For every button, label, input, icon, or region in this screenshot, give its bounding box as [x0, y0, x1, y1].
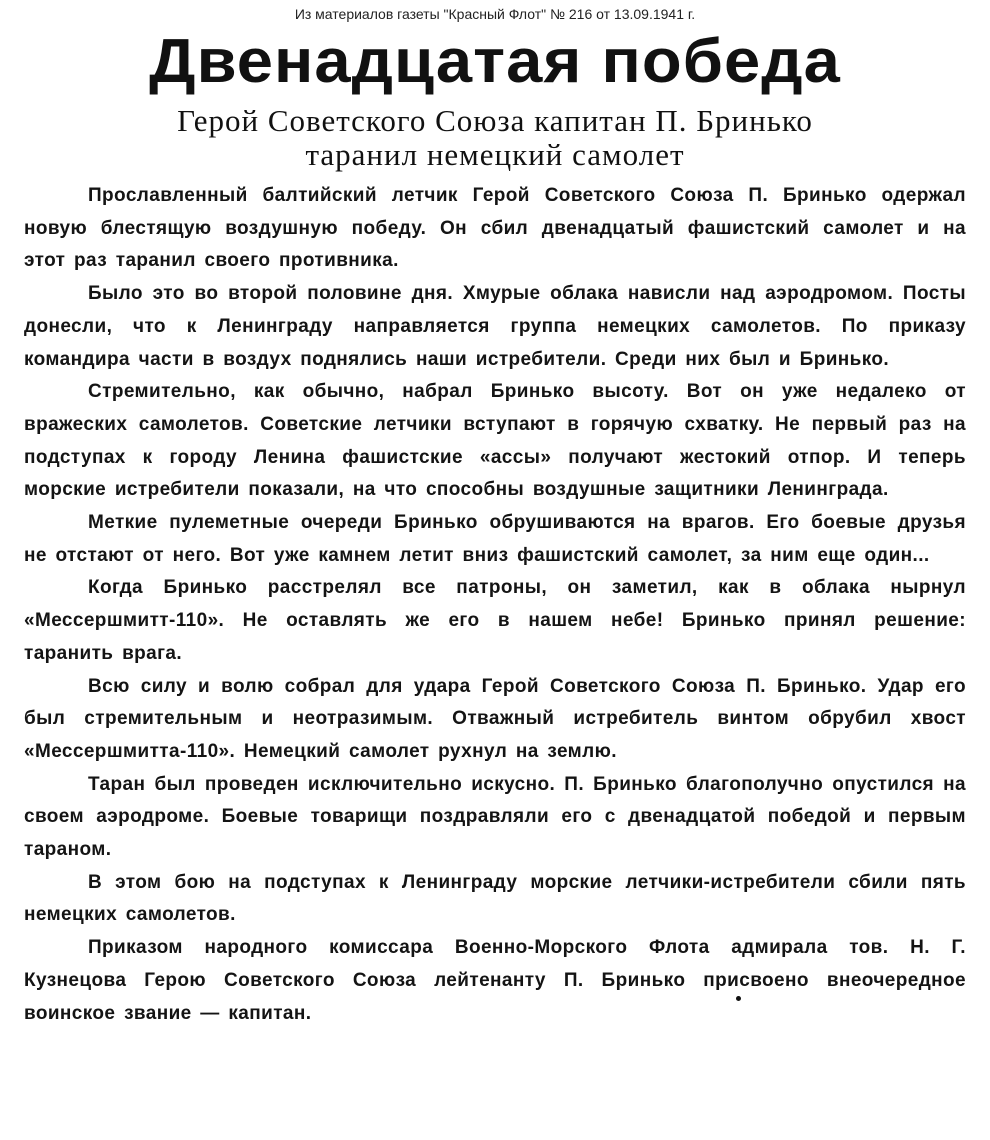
article-paragraph-3: Стремительно, как обычно, набрал Бринько высоту. Вот он уже недалеко от вражеских самолетов. Советские летчики вступают в горячую схватку. Не первый раз на подступах к городу Ленина фашистские «ассы» получают жестокий отпор. И теперь морские истребители показали, на что способны воздушные защитники Ленинграда.: [24, 381, 966, 501]
article-paragraph-8: В этом бою на подступах к Ленинграду морские летчики-истребители сбили пять немецких самолетов.: [24, 871, 966, 926]
article-paragraph-7: Таран был проведен исключительно искусно. П. Бринько благополучно опустился на своем аэродроме. Боевые товарищи поздравляли его с двенадцатой победой и первым тараном.: [24, 773, 966, 861]
article-subheadline: [0, 104, 990, 172]
article-body: [24, 180, 966, 1030]
subheadline-line-1: Герой Советского Союза капитан П. Бринько: [177, 103, 813, 138]
article-headline: Двенадцатая победа: [149, 27, 841, 96]
source-caption: Из материалов газеты "Красный Флот" № 216 от 13.09.1941 г.: [294, 6, 696, 22]
article-paragraph-1: Прославленный балтийский летчик Герой Советского Союза П. Бринько одержал новую блестящую воздушную победу. Он сбил двенадцатый фашистский самолет и на этот раз таранил своего противника.: [24, 185, 966, 272]
article-paragraph-4: Меткие пулеметные очереди Бринько обрушиваются на врагов. Его боевые друзья не отстают от него. Вот уже камнем летит вниз фашистский самолет, за ним еще один...: [24, 512, 966, 566]
article-paragraph-2: Было это во второй половине дня. Хмурые облака нависли над аэродромом. Посты донесли, что к Ленинграду направляется группа немецких самолетов. По приказу командира части в воздух поднялись наши истребители. Среди них был и Бринько.: [24, 283, 966, 370]
subheadline-line-2: таранил немецкий самолет: [305, 137, 685, 172]
article-paragraph-6: Всю силу и волю собрал для удара Герой Советского Союза П. Бринько. Удар его был стремительным и неотразимым. Отважный истребитель винтом обрубил хвост «Мессершмитта-110». Немецкий самолет рухнул на землю.: [24, 675, 966, 762]
print-speck-decoration: [736, 996, 741, 1001]
article-paragraph-9: Приказом народного комиссара Военно-Морского Флота адмирала тов. Н. Г. Кузнецова Герою Советского Союза лейтенанту П. Бринько присвоено внеочередное воинское звание — капитан.: [24, 937, 966, 1024]
article-paragraph-5: Когда Бринько расстрелял все патроны, он заметил, как в облака нырнул «Мессершмитт-110». Не оставлять же его в нашем небе! Бринько принял решение: таранить врага.: [24, 577, 966, 664]
